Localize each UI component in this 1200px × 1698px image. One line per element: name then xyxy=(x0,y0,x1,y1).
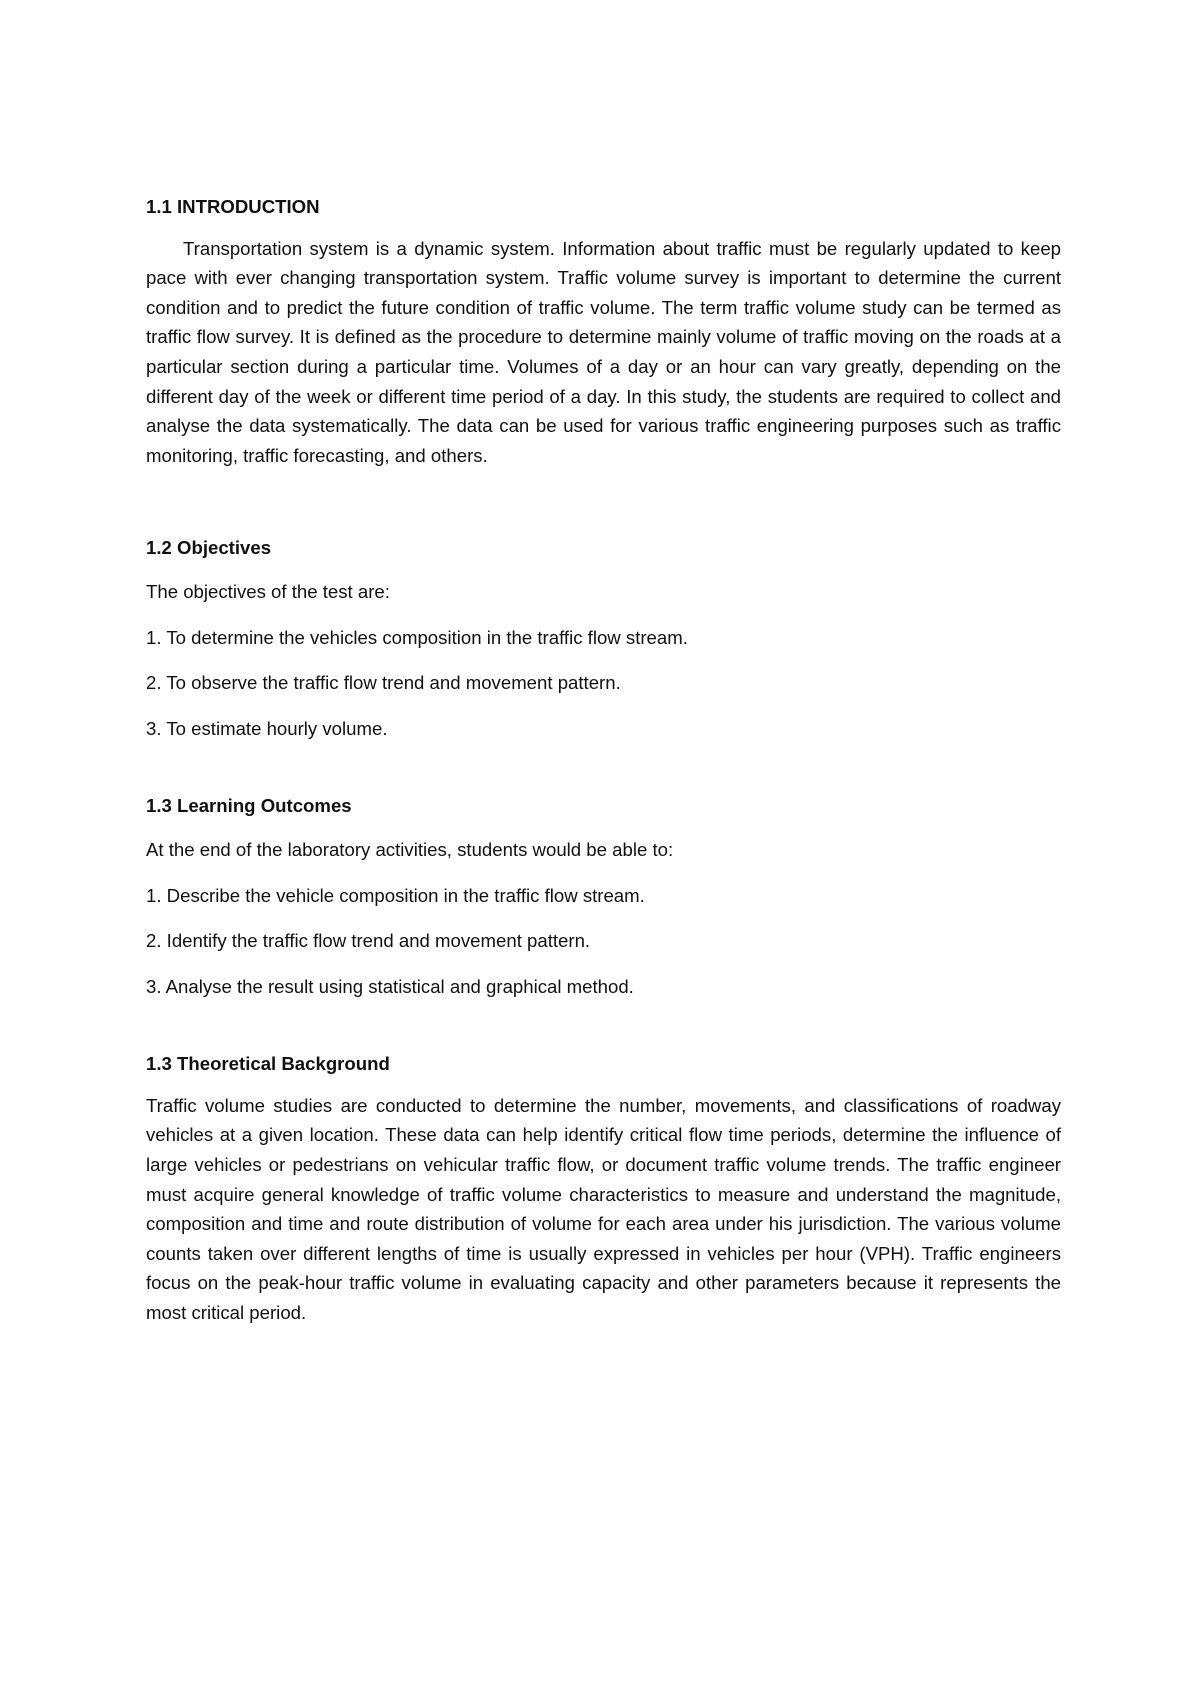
objectives-intro: The objectives of the test are: xyxy=(146,580,390,602)
objective-item: 3. To estimate hourly volume. xyxy=(146,717,388,739)
outcomes-intro: At the end of the laboratory activities, students would be able to: xyxy=(146,838,674,860)
objective-item: 1. To determine the vehicles composition in the traffic flow stream. xyxy=(146,626,688,648)
outcome-item: 1. Describe the vehicle composition in the traffic flow stream. xyxy=(146,884,645,906)
outcome-item: 2. Identify the traffic flow trend and movement pattern. xyxy=(146,930,591,952)
outcome-item: 3. Analyse the result using statistical and graphical method. xyxy=(146,975,634,997)
section-heading-learning-outcomes: 1.3 Learning Outcomes xyxy=(146,795,352,817)
section-heading-theoretical-background: 1.3 Theoretical Background xyxy=(146,1053,390,1075)
objective-item: 2. To observe the traffic flow trend and movement pattern. xyxy=(146,672,621,694)
document-body xyxy=(146,192,1061,1328)
theoretical-background-paragraph: Traffic volume studies are conducted to determine the number, movements, and classifications of roadway vehicles at a given location. These data can help identify critical flow time periods, determine the influence of large vehicles or pedestrians on vehicular traffic flow, or document traffic volume trends. The traffic engineer must acquire general knowledge of traffic volume characteristics to measure and understand the magnitude, composition and time and route distribution of volume for each area under his jurisdiction. The various volume counts taken over different lengths of time is usually expressed in vehicles per hour (VPH). Traffic engineers focus on the peak-hour traffic volume in evaluating capacity and other parameters because it represents the most critical period. xyxy=(146,1094,1061,1324)
section-heading-objectives: 1.2 Objectives xyxy=(146,537,272,559)
section-heading-introduction: 1.1 INTRODUCTION xyxy=(146,196,320,217)
introduction-paragraph: Transportation system is a dynamic system. Information about traffic must be regularly updated to keep pace with ever changing transportation system. Traffic volume survey is important to determine the current condition and to predict the future condition of traffic volume. The term traffic volume study can be termed as traffic flow survey. It is defined as the procedure to determine mainly volume of traffic moving on the roads at a particular section during a particular time. Volumes of a day or an hour can vary greatly, depending on the different day of the week or different time period of a day. In this study, the students are required to collect and analyse the data systematically. The data can be used for various traffic engineering purposes such as traffic monitoring, traffic forecasting, and others. xyxy=(146,237,1061,466)
